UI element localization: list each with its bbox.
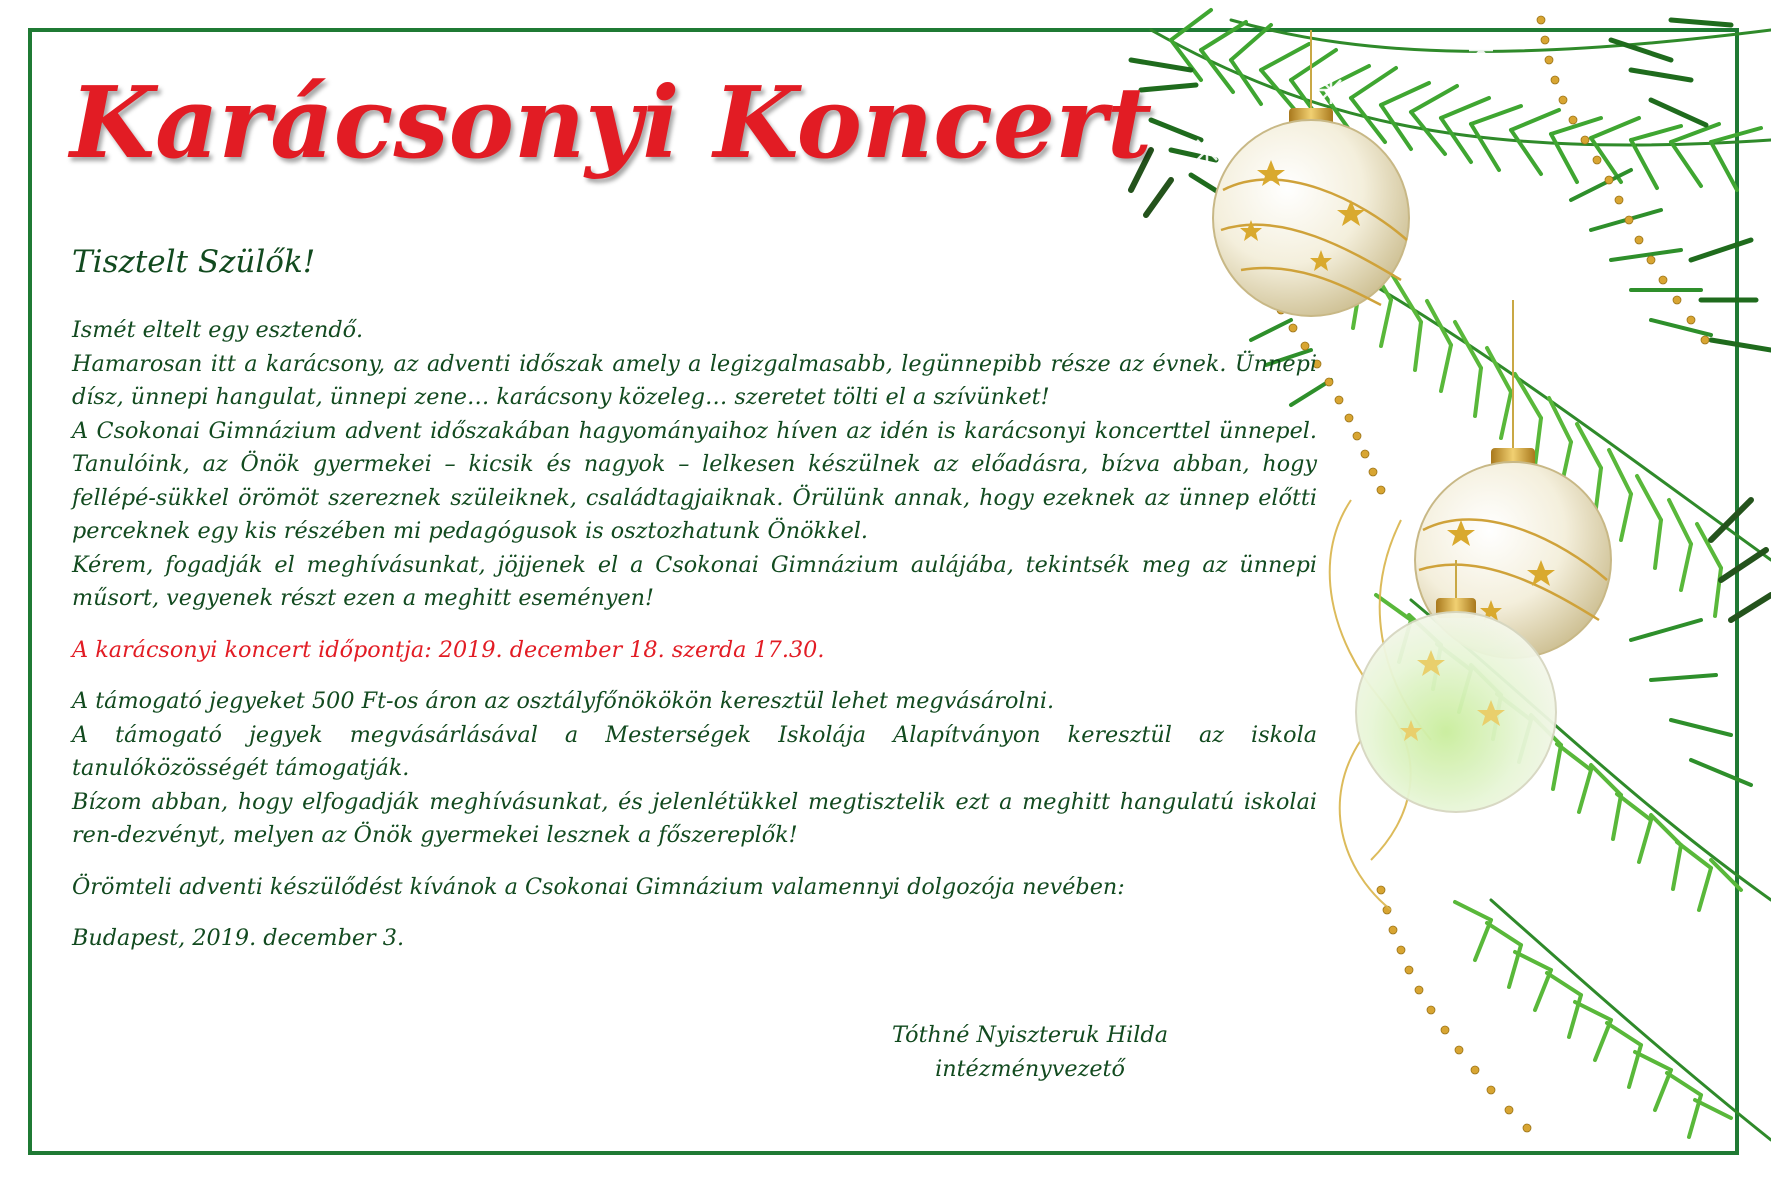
signature-role: intézményvezető bbox=[935, 1056, 1125, 1082]
signature-name: Tóthné Nyiszteruk Hilda bbox=[892, 1022, 1168, 1048]
ornament-ball-icon bbox=[1213, 30, 1409, 316]
intro-paragraph: Kérem, fogadják el meghívásunkat, jöjjenek el a Csokonai Gimnázium aulájába, tekintsék meg az ünnepi műsort, vegyenek részt ezen a meghitt eseményen! bbox=[72, 551, 1317, 611]
greeting: Tisztelt Szülők! bbox=[72, 244, 316, 280]
signature-block bbox=[880, 1018, 1180, 1086]
ticket-paragraph: A támogató jegyek megvásárlásával a Mesterségek Iskolája Alapítványon keresztül az iskola tanulóközösségét támogatják. bbox=[72, 721, 1317, 781]
ticket-paragraph: A támogató jegyeket 500 Ft-os áron az osztályfőnökökön keresztül lehet megvásárolni. bbox=[72, 688, 1055, 714]
intro-paragraph: Hamarosan itt a karácsony, az adventi időszak amely a legizgalmasabb, legünnepibb része az évnek. Ünnepi dísz, ünnepi hangulat, ünnepi zene… karácsony közeleg… szeretet tölti el a szívünket! bbox=[72, 350, 1317, 410]
ticket-paragraph: Bízom abban, hogy elfogadják meghívásunkat, és jelenlétükkel megtisztelik ezt a meghitt hangulatú iskolai ren-dezvényt, melyen az Önök gyermekei lesznek a főszereplők! bbox=[72, 788, 1317, 848]
place-date: Budapest, 2019. december 3. bbox=[72, 925, 405, 951]
closing-line: Örömteli adventi készülődést kívánok a Csokonai Gimnázium valamennyi dolgozója nevében: bbox=[72, 873, 1125, 900]
intro-paragraph: Ismét eltelt egy esztendő. bbox=[72, 317, 364, 343]
letter-body bbox=[72, 314, 1317, 956]
page-title: Karácsonyi Koncert bbox=[70, 66, 1153, 181]
intro-paragraph: A Csokonai Gimnázium advent időszakában hagyományaihoz híven az idén is karácsonyi koncerttel ünnepel. Tanulóink, az Önök gyermekei – kicsik és nagyok – lelkesen készülnek az előadásra, bízva abban, hogy fellépé-sükkel örömöt szereznek szüleiknek, családtagjaiknak. Örülünk annak, hogy ezeknek az ünnep előtti perceknek egy kis részében mi pedagógusok is osztozhatunk Önökkel. bbox=[72, 417, 1317, 544]
concert-time: A karácsonyi koncert időpontja: 2019. december 18. szerda 17.30. bbox=[72, 636, 825, 663]
